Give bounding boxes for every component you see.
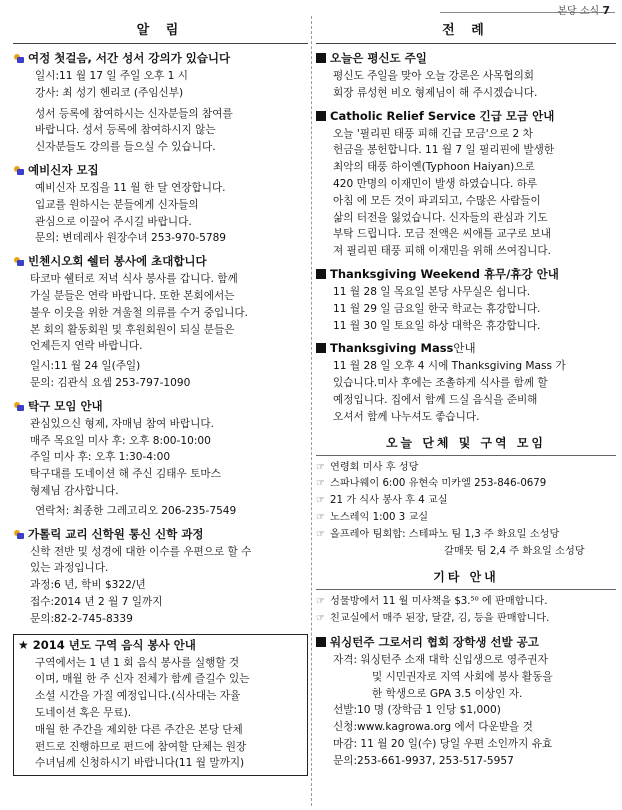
square-bullet-icon: [316, 111, 326, 121]
text-line: 아침 에 모든 것이 파괴되고, 수많은 사람들이: [333, 194, 541, 207]
group-item: ☞ 연령회 미사 후 성당: [316, 460, 616, 477]
text-line: 오늘 '필리핀 태풍 피해 긴급 모금'으로 2 차: [333, 127, 533, 140]
text-line: 평신도 주일을 맞아 오늘 강론은 사목협의회: [333, 70, 535, 82]
section-thanksgiving-closure: [316, 266, 616, 334]
section-bible-lecture: [13, 50, 308, 156]
text-line: 구역에서는 1 년 1 회 음식 봉사를 실행할 것: [35, 656, 240, 669]
text-line: 문의: 김관식 요셉 253-797-1090: [30, 376, 191, 389]
text-line: 삶의 터전을 잃었습니다. 신자들의 관심과 기도: [333, 211, 548, 224]
section-crs-appeal: [316, 108, 616, 260]
text-line: 11 월 28 일 오후 4 시에 Thanksgiving Mass 가: [333, 360, 566, 373]
text-line: 신학 전반 및 성경에 대한 이수를 우편으로 할 수: [30, 545, 252, 558]
text-line: 과정:6 년, 학비 $322/년: [30, 579, 146, 592]
text-line: 성서 등록에 참여하시는 신자분들의 참여를: [35, 107, 233, 120]
text-line: 문의:253-661-9937, 253-517-5957: [333, 754, 514, 767]
text-line: 연락처: 최종한 그레고리오 206-235-7549: [35, 504, 237, 517]
group-item: ☞ 노스레익 1:00 3 교실: [316, 510, 616, 527]
bullet-icon: [13, 164, 25, 176]
section-title: 예비신자 모집: [13, 162, 308, 178]
text-line: 져 필리핀 태풍 피해 이재민을 위해 쓰여집니다.: [333, 245, 552, 258]
page-number-value: 7: [602, 4, 610, 17]
section-food-service-box: [13, 634, 308, 777]
text-line: 및 시민권자로 지역 사회에 봉사 활동을: [372, 670, 553, 683]
text-line: 문의:82-2-745-8339: [30, 612, 133, 625]
header-label: 본당 소식: [557, 6, 600, 17]
text-line: 본 회의 활동회원 및 후원회원이 되실 분들은: [30, 323, 235, 336]
text-line: 주일 미사 후: 오후 1:30-4:00: [30, 451, 171, 464]
section-title: Thanksgiving Weekend 휴무/휴강 안내: [316, 266, 616, 282]
left-heading: 알 림: [13, 16, 308, 44]
text-line: 예비신자 모집을 11 월 한 달 연장합니다.: [35, 181, 226, 194]
text-line: 형제님 감사합니다.: [30, 484, 119, 497]
text-line: 신자분들도 강의를 들으실 수 있습니다.: [35, 141, 216, 154]
pointing-hand-icon: ☞: [316, 495, 325, 507]
text-line: 언제든지 연락 바랍니다.: [30, 340, 143, 353]
divider: [316, 455, 616, 456]
text-line: 11 월 28 일 목요일 본당 사무실은 쉽니다.: [333, 285, 531, 298]
text-line: 펀드로 진행하므로 펀드에 참여할 단체는 원장: [35, 740, 247, 753]
column-divider: [311, 16, 312, 806]
group-item-extra: 갈매못 팀 2,4 주 화요일 소성당: [444, 545, 585, 557]
square-bullet-icon: [316, 343, 326, 353]
text-line: 소셜 시간을 가질 예정입니다.(식사대는 자율: [35, 690, 241, 703]
section-title: 여정 첫걸음, 서간 성서 강의가 있습니다: [13, 50, 308, 66]
section-ping-pong: [13, 398, 308, 520]
text-line: 바랍니다. 성서 등록에 참여하시지 않는: [35, 124, 216, 137]
text-line: 회장 류성현 비오 형제님이 해 주시겠습니다.: [333, 86, 538, 99]
pointing-hand-icon: ☞: [316, 478, 325, 490]
pointing-hand-icon: ☞: [316, 613, 325, 625]
section-title: 가톨릭 교리 신학원 통신 신학 과정: [13, 526, 308, 542]
right-heading: 전 례: [316, 16, 616, 44]
text-line: 마감: 11 월 20 일(수) 당일 우편 소인까지 유효: [333, 737, 553, 750]
section-title: 오늘은 평신도 주일: [316, 50, 616, 66]
section-thanksgiving-mass: [316, 340, 616, 425]
section-title: 빈첸시오회 쉘터 봉사에 초대합니다: [13, 253, 308, 269]
square-bullet-icon: [316, 637, 326, 647]
pointing-hand-icon: ☞: [316, 461, 325, 473]
left-column: [13, 16, 308, 776]
text-line: 있는 과정입니다.: [30, 562, 109, 575]
section-catechumen: [13, 162, 308, 247]
text-line: 자격: 워싱턴주 소재 대학 신입생으로 영주권자: [333, 653, 548, 666]
text-line: 매주 목요일 미사 후: 오후 8:00-10:00: [30, 434, 211, 447]
pointing-hand-icon: ☞: [316, 528, 325, 540]
text-line: 가실 분들은 연락 바랍니다. 또한 본회에서는: [30, 289, 235, 302]
text-line: 한 학생으로 GPA 3.5 이상인 자.: [372, 687, 523, 700]
text-line: 강사: 최 성기 헨리코 (주임신부): [35, 86, 184, 99]
group-item: ☞ 스파나웨이 6:00 유현숙 미카엘 253-846-0679: [316, 476, 616, 493]
misc-item: ☞ 성물방에서 11 월 미사책을 $3.⁵⁰ 에 판매합니다.: [316, 594, 616, 611]
section-title: ★ 2014 년도 구역 음식 봉사 안내: [18, 637, 196, 652]
bullet-icon: [13, 52, 25, 64]
groups-heading: 오늘 단체 및 구역 모임: [385, 435, 547, 450]
text-line: 관심으로 이끌어 주시길 바랍니다.: [35, 215, 192, 228]
text-line: 있습니다.미사 후에는 조촐하게 식사를 함께 할: [333, 377, 548, 390]
section-title: Catholic Relief Service 긴급 모금 안내: [316, 108, 616, 124]
text-line: 11 월 30 일 토요일 하상 대학은 휴강합니다.: [333, 319, 541, 332]
section-scholarship: [316, 634, 616, 770]
page-number: [557, 2, 610, 17]
text-line: 예정입니다. 집에서 함께 드실 음식을 준비해: [333, 393, 538, 406]
text-line: 오셔서 함께 나누셔도 좋습니다.: [333, 410, 480, 423]
group-item: ☞ 21 가 식사 봉사 후 4 교실: [316, 493, 616, 510]
text-line: 입교를 원하시는 분들에게 신자들의: [35, 198, 199, 211]
text-line: 타코마 쉘터로 저녁 식사 봉사를 갑니다. 함께: [30, 273, 238, 286]
text-line: 수녀님께 신청하시기 바랍니다(11 월 말까지): [35, 757, 245, 770]
right-column: [316, 16, 616, 770]
text-line: 420 만명의 이재민이 발생 하였습니다. 하루: [333, 177, 538, 190]
text-line: 헌금을 봉헌합니다. 11 월 7 일 필리핀에 발생한: [333, 144, 555, 157]
text-line: 선발:10 명 (장학금 1 인당 $1,000): [333, 704, 501, 717]
square-bullet-icon: [316, 53, 326, 63]
text-line: 매월 한 주간을 제외한 다른 주간은 본당 단체: [35, 723, 243, 736]
text-line: 11 월 29 일 금요일 한국 학교는 휴강합니다.: [333, 302, 541, 315]
groups-list: [316, 460, 616, 561]
text-line: 불우 이웃을 위한 겨울철 의류를 수거 중입니다.: [30, 306, 249, 319]
pointing-hand-icon: ☞: [316, 596, 325, 608]
section-title: Thanksgiving Mass 안내: [316, 340, 616, 356]
square-bullet-icon: [316, 269, 326, 279]
text-line: 문의: 변데레사 원장수녀 253-970-5789: [35, 232, 227, 245]
text-line: 부탁 드립니다. 모금 전액은 씨애틀 교구로 보내: [333, 228, 552, 241]
star-icon: ★: [18, 637, 29, 652]
bullet-icon: [13, 400, 25, 412]
section-title: 워싱턴주 그로서리 협회 장학생 선발 공고: [316, 634, 616, 650]
misc-heading: 기타 안내: [433, 570, 499, 585]
text-line: 관심있으신 형제, 자매님 참여 바랍니다.: [30, 417, 214, 430]
section-laity-sunday: [316, 50, 616, 102]
section-vincent-shelter: [13, 253, 308, 392]
text-line: 도네이션 혹은 무료).: [35, 706, 132, 719]
pointing-hand-icon: ☞: [316, 511, 325, 523]
section-theology-course: [13, 526, 308, 628]
text-line: 신청:www.kagrowa.org 에서 다운받을 것: [333, 721, 533, 734]
misc-item: ☞ 친교실에서 매주 된장, 달걀, 김, 등을 판매합니다.: [316, 611, 616, 628]
text-line: 최악의 태풍 하이옌(Typhoon Haiyan)으로: [333, 161, 535, 174]
bullet-icon: [13, 255, 25, 267]
section-title: 탁구 모임 안내: [13, 398, 308, 414]
text-line: 탁구대를 도네이션 해 주신 김태우 토마스: [30, 468, 221, 481]
bullet-icon: [13, 528, 25, 540]
group-item: ☞ 올프레아 팀회합: 스테파노 팀 1,3 주 화요일 소성당: [316, 527, 616, 544]
divider: [316, 589, 616, 590]
text-line: 이며, 매월 한 주 신자 전체가 함께 즐길수 있는: [35, 673, 250, 686]
text-line: 접수:2014 년 2 월 7 일까지: [30, 595, 163, 608]
text-line: 일시:11 월 17 일 주일 오후 1 시: [35, 70, 188, 82]
text-line: 일시:11 월 24 일(주일): [30, 360, 141, 373]
